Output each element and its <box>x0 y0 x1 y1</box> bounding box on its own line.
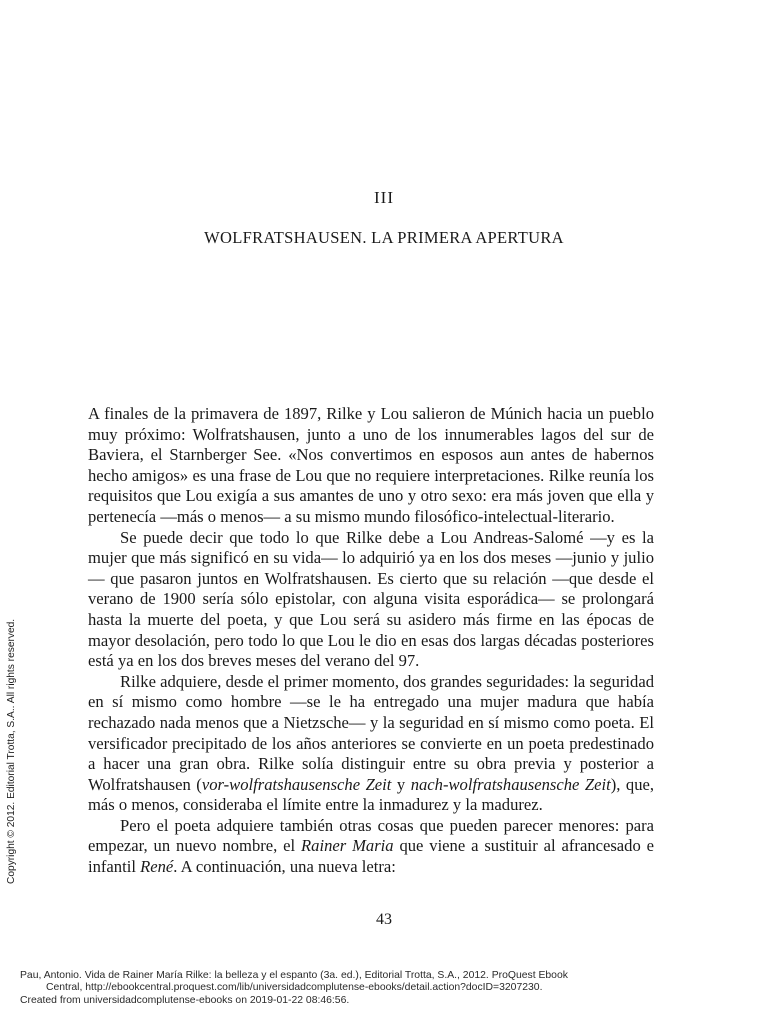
copyright-notice: Copyright © 2012. Editorial Trotta, S.A.. All rights reserved. <box>6 618 17 884</box>
italic-text: nach-wolfratshausensche Zeit <box>410 774 611 794</box>
paragraph-text: Pero el poeta adquiere también otras cosas que pueden parecer menores: para empezar, un nuevo nombre, el <box>88 815 654 856</box>
citation-footer <box>20 970 760 1007</box>
body-text <box>88 404 654 878</box>
paragraph <box>88 404 654 528</box>
paragraph-text: A finales de la primavera de 1897, Rilke y Lou salieron de Múnich hacia un pueblo muy próximo: Wolfratshausen, junto a uno de los innumerables lagos del sur de Baviera, el Starnberger See. «Nos convertimos en esposos aun antes de habernos hecho amigos» es una frase de Lou que no requiere interpretaciones. Rilke reunía los requisitos que Lou exigía a sus amantes de uno y otro sexo: era más joven que ella y pertenecía —más o menos— a su mismo mundo filosófico-intelectual-literario. <box>88 404 654 526</box>
italic-text: René <box>140 857 174 877</box>
chapter-number: III <box>374 188 394 207</box>
paragraph-text: y <box>391 774 411 794</box>
page-number: 43 <box>376 911 392 928</box>
chapter-title: WOLFRATSHAUSEN. LA PRIMERA APERTURA <box>204 228 564 247</box>
citation-created-line: Created from universidadcomplutense-ebooks on 2019-01-22 08:46:56. <box>20 994 350 1006</box>
paragraph-text: Se puede decir que todo lo que Rilke debe a Lou Andreas-Salomé —y es la mujer que más significó en su vida— lo adquirió ya en los dos meses —junio y julio— que pasaron juntos en Wolfratshausen. Es cierto que su relación —que desde el verano de 1900 sería sólo epistolar, con alguna visita esporádica— se prolongará hasta la muerte del poeta, y que Lou será su asidero más firme en las épocas de mayor desolación, pero todo lo que Lou le dio en esas dos largas décadas posteriores está ya en los dos breves meses del verano del 97. <box>88 527 654 671</box>
italic-text: vor-wolfratshausensche Zeit <box>201 774 392 794</box>
paragraph <box>88 528 654 672</box>
citation-line: Pau, Antonio. Vida de Rainer María Rilke: la belleza y el espanto (3a. ed.), Editorial Trotta, S.A., 2012. ProQuest Ebook <box>20 970 568 981</box>
citation-url-line[interactable]: Central, http://ebookcentral.proquest.com/lib/universidadcomplutense-ebooks/detail.action?docID=3207230. <box>46 982 543 994</box>
paragraph-text: Rilke adquiere, desde el primer momento, dos grandes seguridades: la seguridad en sí mismo como hombre —se le ha entregado una mujer madura que había rechazado nada menos que a Nietzsche— y la seguridad en sí mismo como poeta. El versificador precipitado de los años anteriores se convierte en un poeta predestinado a hacer una gran obra. Rilke solía distinguir entre su obra previa y posterior a Wolfratshausen ( <box>88 671 654 794</box>
italic-text: Rainer Maria <box>301 836 394 856</box>
paragraph <box>88 672 654 816</box>
paragraph-text: que viene a sustituir al afrancesado e infantil <box>88 836 655 877</box>
paragraph-text: ), que, más o menos, consideraba el límite entre la inmadurez y la madurez. <box>88 774 655 815</box>
paragraph <box>88 816 654 878</box>
paragraph-text: . A continuación, una nueva letra: <box>173 857 396 877</box>
